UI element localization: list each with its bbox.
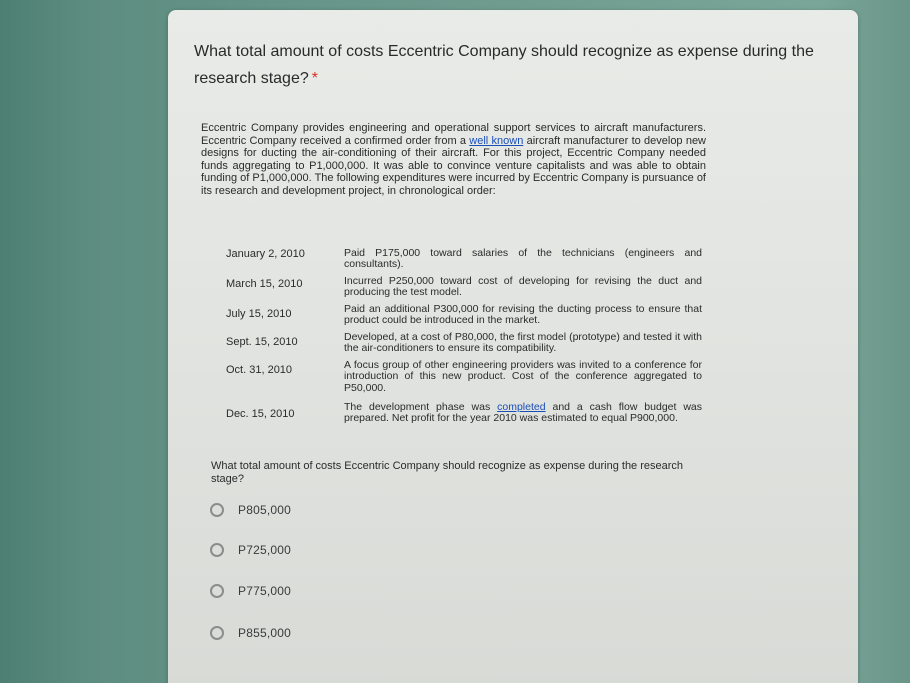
radio-button-icon[interactable] <box>210 503 224 517</box>
timeline-entry: Developed, at a cost of P80,000, the first model (prototype) and tested it with the air-conditioners to ensure its compatibility. <box>344 331 702 355</box>
option-label: P805,000 <box>238 503 291 517</box>
timeline-date: Dec. 15, 2010 <box>226 408 295 420</box>
question-title <box>194 38 814 92</box>
description-text-2: aircraft manufacturer to develop new designs for ducting the air-conditioning of their aircraft. For this project, Eccentric Company needed funds aggregating to P1,000,000. It was able to convince venture capitalists and was able to obtain funding of P1,000,000. The following expenditures were incurred by Eccentric Company is pursuance of its research and development project, in chronological order: <box>201 134 707 197</box>
timeline-entry: A focus group of other engineering providers was invited to a conference for introduction of this new product. Cost of the conference aggregated to P50,000. <box>344 359 702 394</box>
option-label: P855,000 <box>238 626 291 640</box>
option-p805000[interactable] <box>210 503 291 517</box>
timeline-date: July 15, 2010 <box>226 308 292 320</box>
required-asterisk: * <box>311 70 318 87</box>
timeline-entry <box>344 402 702 425</box>
question-title-text: What total amount of costs Eccentric Company should recognize as expense during the research stage? <box>194 43 814 87</box>
timeline-date: Oct. 31, 2010 <box>226 364 293 376</box>
timeline-entry: Paid an additional P300,000 for revising the ducting process to ensure that product could be introduced in the market. <box>344 303 702 327</box>
option-label: P775,000 <box>238 584 291 598</box>
timeline-date: Sept. 15, 2010 <box>226 336 298 348</box>
timeline-entry-underlined: completed <box>497 401 546 413</box>
sub-question: What total amount of costs Eccentric Company should recognize as expense during the research stage? <box>211 460 684 485</box>
question-card <box>168 10 858 683</box>
question-description <box>201 122 706 198</box>
radio-button-icon[interactable] <box>210 626 224 640</box>
radio-button-icon[interactable] <box>210 584 224 598</box>
radio-button-icon[interactable] <box>210 543 224 557</box>
timeline-entry-text: The development phase was <box>344 401 498 413</box>
timeline-entry-text: and a cash flow budget was prepared. Net profit for the year 2010 was estimated to equal P900,000. <box>344 401 702 425</box>
description-link[interactable]: well known <box>469 134 524 147</box>
option-p855000[interactable] <box>210 626 291 640</box>
timeline-entry: Paid P175,000 toward salaries of the technicians (engineers and consultants). <box>344 247 702 271</box>
option-p775000[interactable] <box>210 584 291 598</box>
timeline-date: January 2, 2010 <box>226 248 305 260</box>
option-label: P725,000 <box>238 543 291 557</box>
timeline-date: March 15, 2010 <box>226 278 303 290</box>
option-p725000[interactable] <box>210 543 291 557</box>
timeline-entry: Incurred P250,000 toward cost of developing for revising the duct and producing the test model. <box>344 275 702 299</box>
description-text-1: Eccentric Company provides engineering and operational support services to aircraft manufacturers. Eccentric Company received a confirmed order from a <box>201 122 706 147</box>
